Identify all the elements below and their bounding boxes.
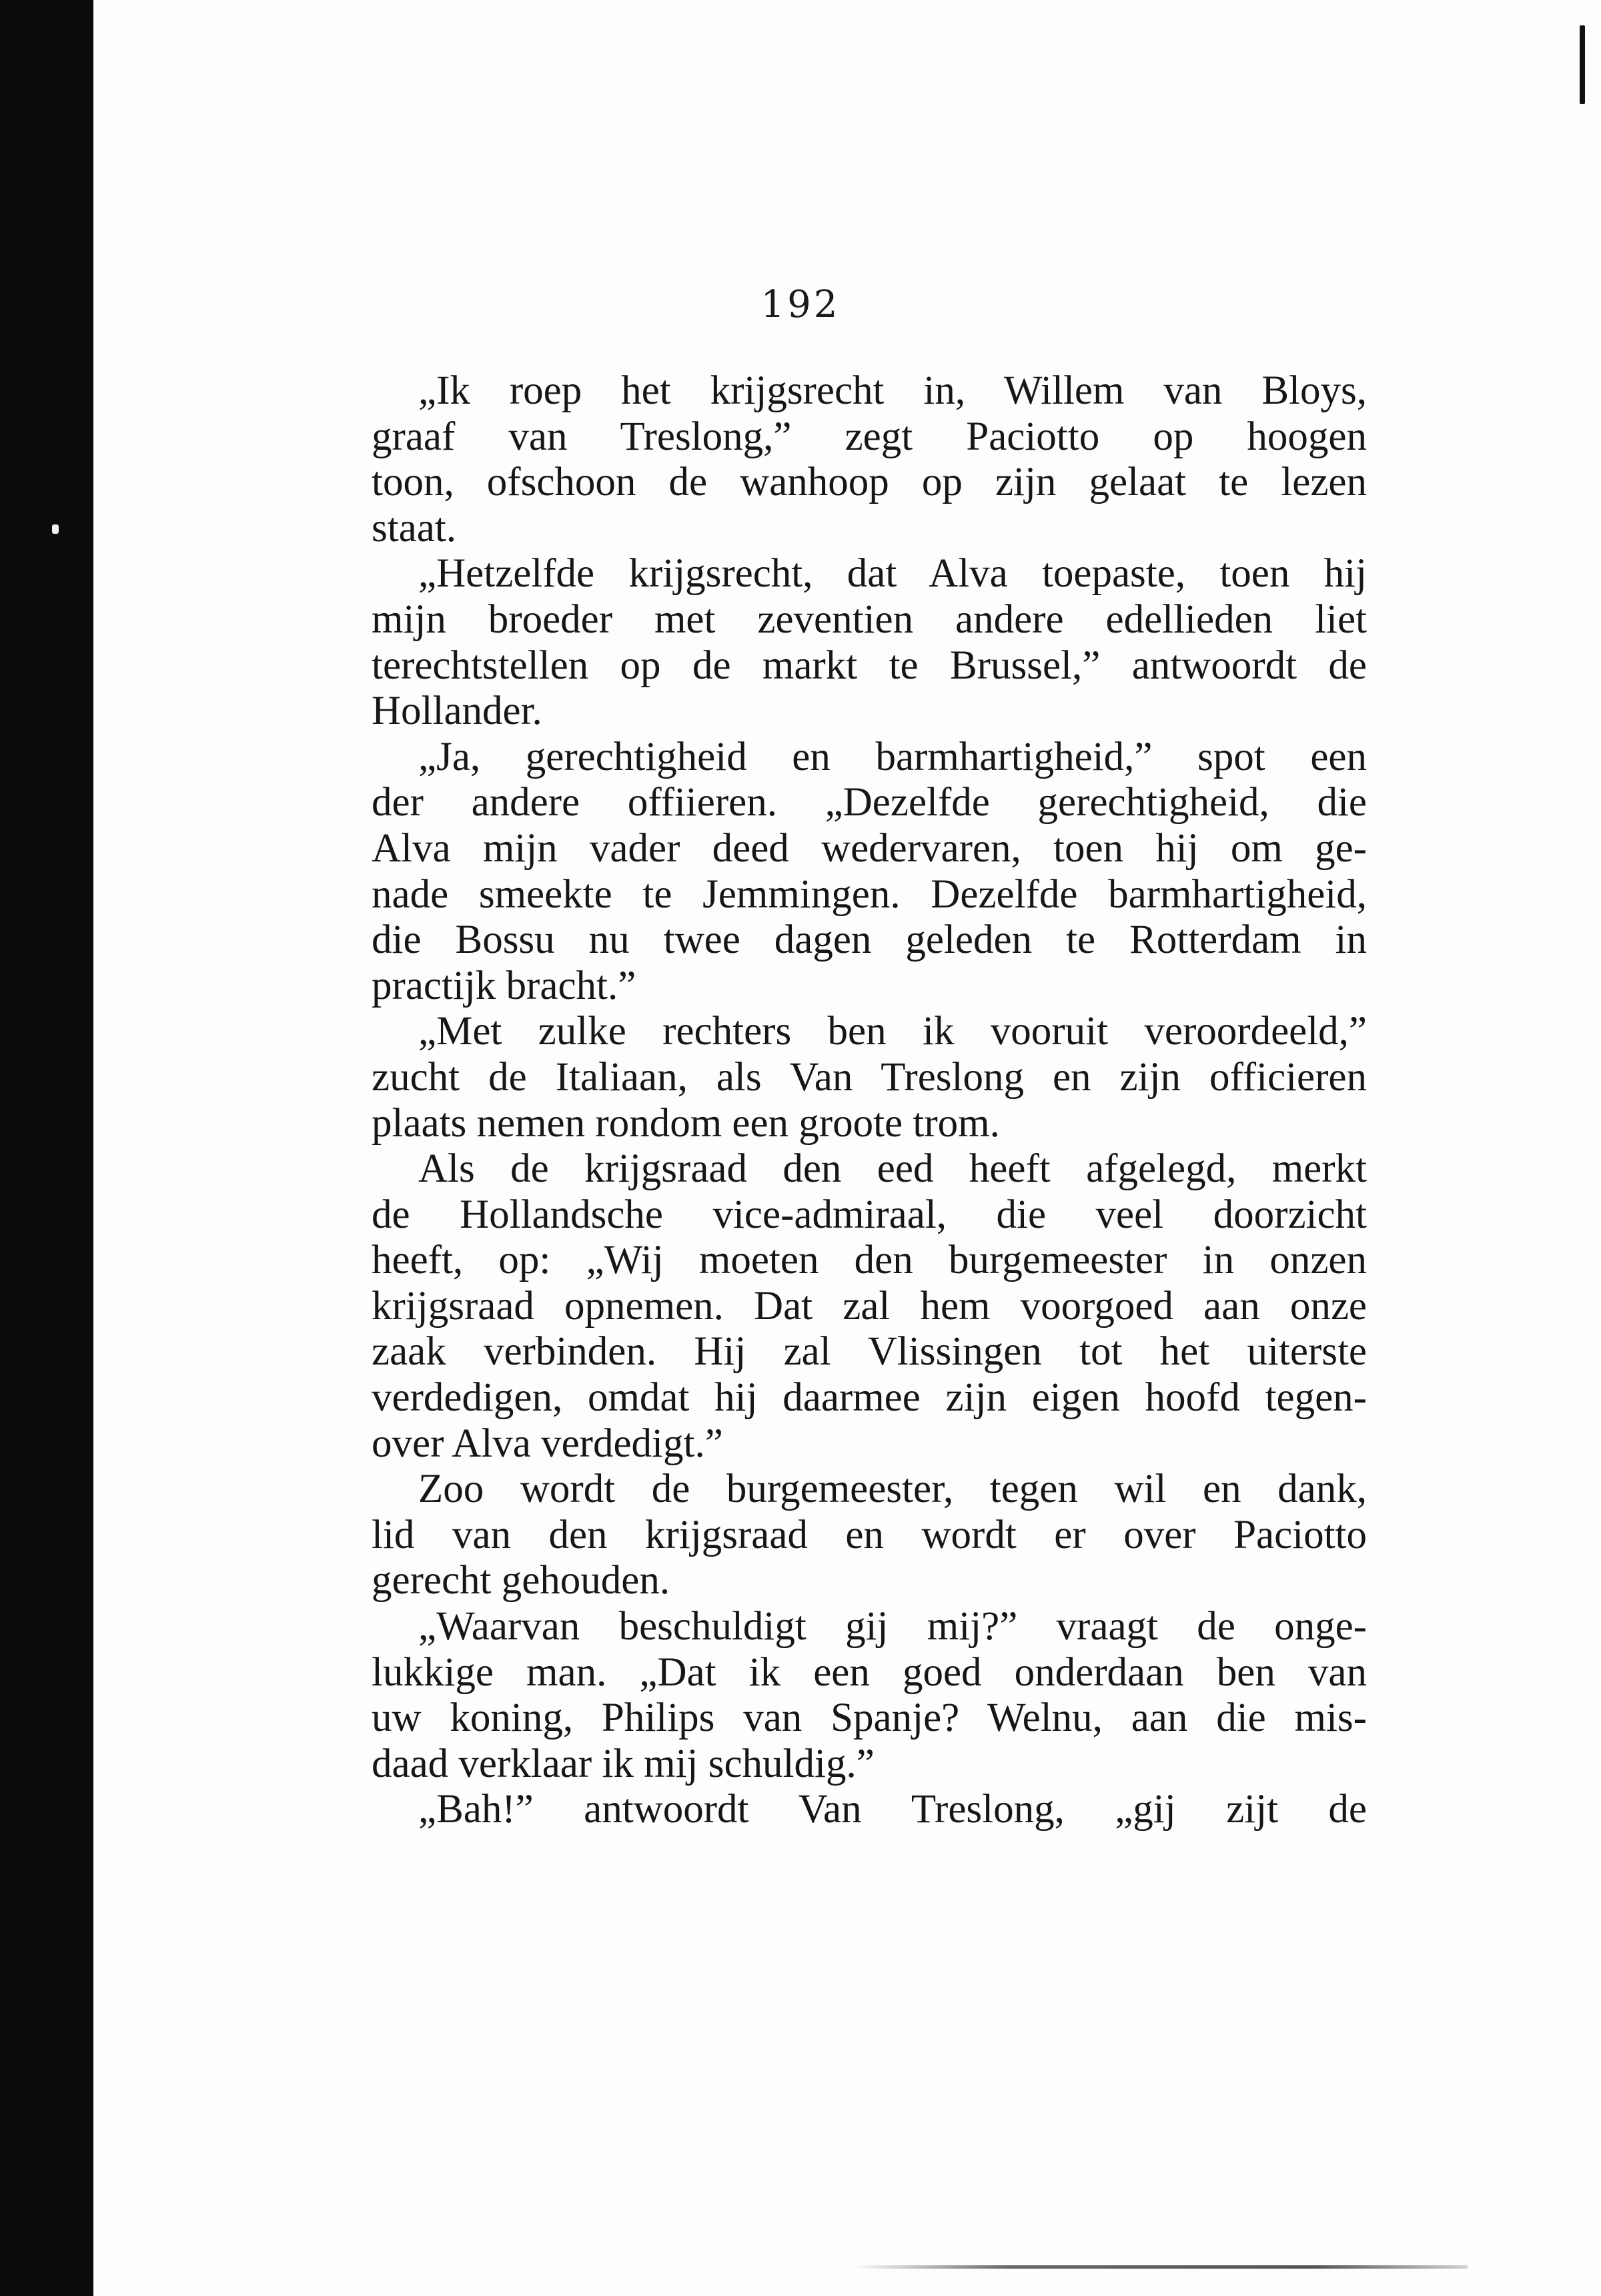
text-line: Alva mijn vader deed wedervaren, toen hij om ge- xyxy=(372,825,1367,871)
text-line: nade smeekte te Jemmingen. Dezelfde barmhartigheid, xyxy=(372,871,1367,917)
text-line: terechtstellen op de markt te Brussel,” antwoordt de xyxy=(372,643,1367,688)
text-line: verdedigen, omdat hij daarmee zijn eigen hoofd tegen- xyxy=(372,1375,1367,1421)
body-text xyxy=(372,368,1367,1833)
page-corner-mark xyxy=(1580,25,1585,104)
text-line: lid van den krijgsraad en wordt er over Paciotto xyxy=(372,1512,1367,1557)
text-line: over Alva verdedigt.” xyxy=(372,1421,723,1466)
text-line: uw koning, Philips van Spanje? Welnu, aan die mis- xyxy=(372,1695,1367,1741)
text-line: daad verklaar ik mij schuldig.” xyxy=(372,1741,875,1786)
text-line: krijgsraad opnemen. Dat zal hem voorgoed aan onze xyxy=(372,1283,1367,1328)
text-line: „Bah!” antwoordt Van Treslong, „gij zijt de xyxy=(418,1787,1367,1832)
text-line: zucht de Italiaan, als Van Treslong en zijn officieren xyxy=(372,1054,1367,1100)
text-line: lukkige man. „Dat ik een goed onderdaan ben van xyxy=(372,1649,1367,1695)
text-line: mijn broeder met zeventien andere edellieden liet xyxy=(372,597,1367,642)
text-line: Als de krijgsraad den eed heeft afgelegd, merkt xyxy=(418,1146,1367,1192)
scan-edge-speck xyxy=(52,524,59,534)
text-line: „Ja, gerechtigheid en barmhartigheid,” spot een xyxy=(418,734,1367,779)
text-line: heeft, op: „Wij moeten den burgemeester in onzen xyxy=(372,1238,1367,1283)
text-line: „Hetzelfde krijgsrecht, dat Alva toepaste, toen hij xyxy=(418,551,1367,597)
text-line: toon, ofschoon de wanhoop op zijn gelaat te lezen xyxy=(372,460,1367,505)
text-line: plaats nemen rondom een groote trom. xyxy=(372,1100,1000,1146)
text-line: gerecht gehouden. xyxy=(372,1558,670,1603)
text-line: graaf van Treslong,” zegt Paciotto op hoogen xyxy=(372,414,1367,459)
text-line: „Met zulke rechters ben ik vooruit veroordeeld,” xyxy=(418,1009,1367,1054)
page-bottom-rule xyxy=(854,2265,1468,2269)
text-line: practijk bracht.” xyxy=(372,963,636,1008)
page-number: 192 xyxy=(760,283,841,326)
text-line: de Hollandsche vice-admiraal, die veel doorzicht xyxy=(372,1192,1367,1237)
text-line: die Bossu nu twee dagen geleden te Rotterdam in xyxy=(372,917,1367,963)
text-line: „Ik roep het krijgsrecht in, Willem van Bloys, xyxy=(418,368,1367,413)
text-line: Zoo wordt de burgemeester, tegen wil en dank, xyxy=(418,1467,1367,1512)
scan-edge-shadow xyxy=(0,0,93,2296)
text-line: staat. xyxy=(372,505,457,550)
text-line: „Waarvan beschuldigt gij mij?” vraagt de onge- xyxy=(418,1604,1367,1649)
text-line: Hollander. xyxy=(372,689,542,734)
text-line: zaak verbinden. Hij zal Vlissingen tot het uiterste xyxy=(372,1329,1367,1375)
text-line: der andere offiieren. „Dezelfde gerechtigheid, die xyxy=(372,780,1367,825)
